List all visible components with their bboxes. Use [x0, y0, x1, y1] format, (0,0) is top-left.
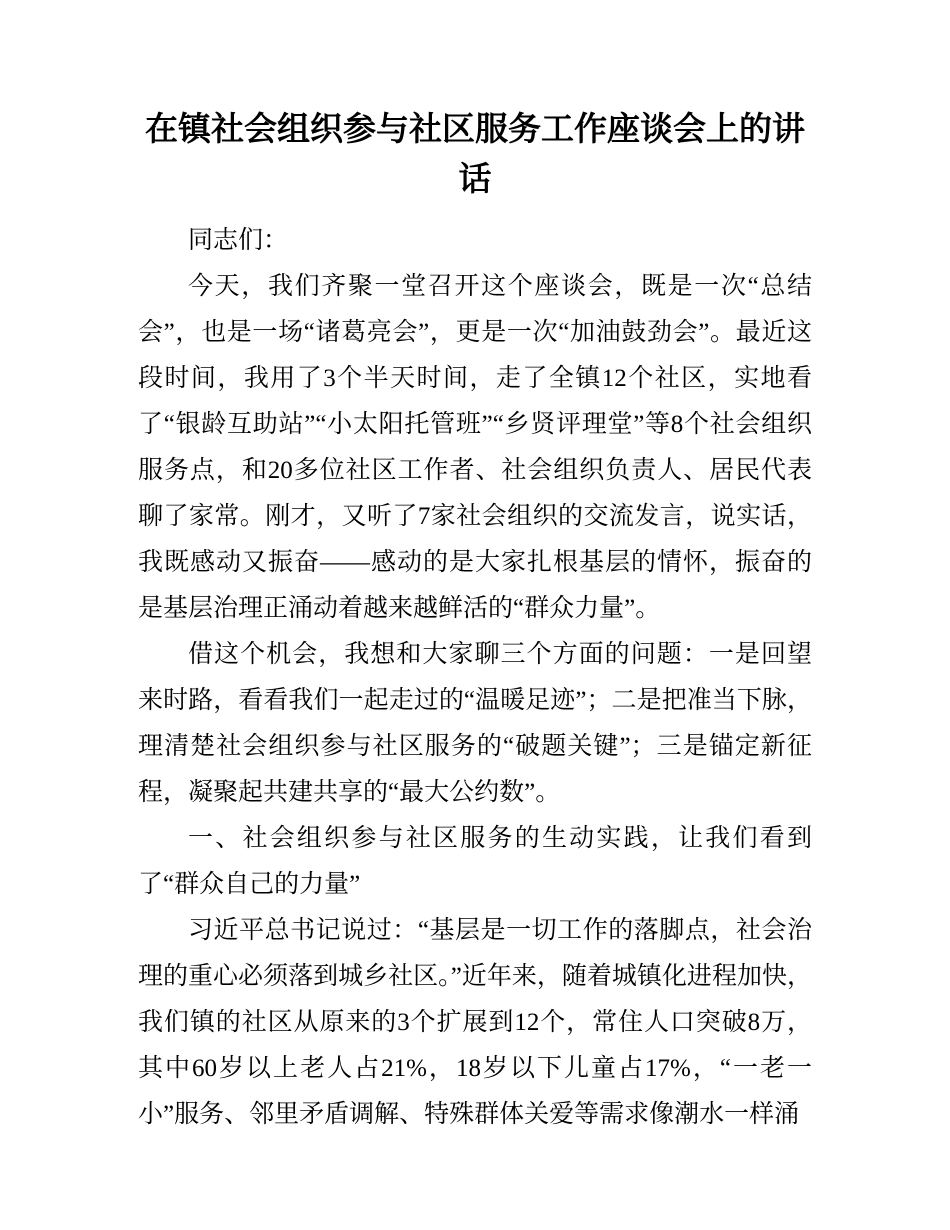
salutation-paragraph: 同志们： [188, 227, 289, 254]
document-title: 在镇社会组织参与社区服务工作座谈会上的讲话 [145, 110, 805, 197]
body-paragraph: 今天，我们齐聚一堂召开这个座谈会，既是一次“总结会”，也是一场“诸葛亮会”，更是一次“加油鼓劲会”。最近这段时间，我用了3个半天时间，走了全镇12个社区，实地看了“银龄互助站”“小太阳托管班”“乡贤评理堂”等8个社会组织服务点，和20多位社区工作者、社会组织负责人、居民代表聊了家常。刚才，又听了7家社会组织的交流发言，说实话，我既感动又振奋——感动的是大家扎根基层的情怀，振奋的是基层治理正涌动着越来越鲜活的“群众力量”。 [138, 273, 812, 622]
body-paragraph: 习近平总书记说过：“基层是一切工作的落脚点，社会治理的重心必须落到城乡社区。”近年来，随着城镇化进程加快，我们镇的社区从原来的3个扩展到12个，常住人口突破8万，其中60岁以上老人占21%，18岁以下儿童占17%，“一老一小”服务、邻里矛盾调解、特殊群体关爱等需求像潮水一样涌 [138, 917, 812, 1128]
body-paragraph: 借这个机会，我想和大家聊三个方面的问题：一是回望来时路，看看我们一起走过的“温暖足迹”；二是把准当下脉，理清楚社会组织参与社区服务的“破题关键”；三是锚定新征程，凝聚起共建共享的“最大公约数”。 [138, 641, 812, 806]
section-heading-paragraph: 一、社会组织参与社区服务的生动实践，让我们看到了“群众自己的力量” [138, 825, 812, 898]
